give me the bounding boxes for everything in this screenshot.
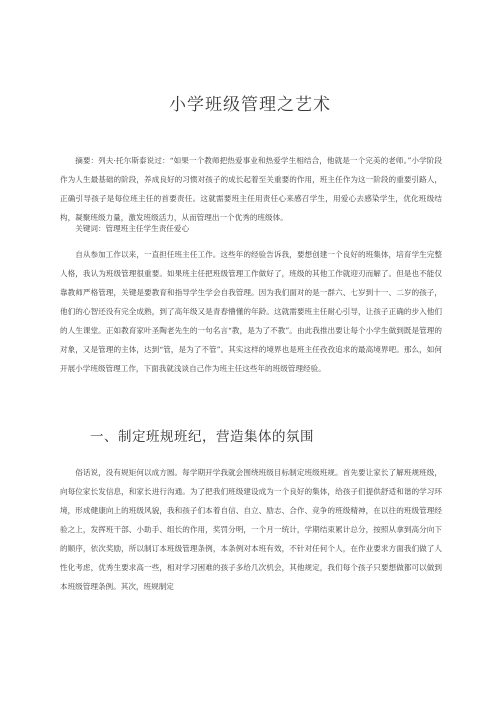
abstract-paragraph: 摘要：列夫·托尔斯泰说过：“如果一个教师把热爱事业和热爱学生相结合，他就是一个完美的老师。”小学阶段作为人生最基础的阶段，养成良好的习惯对孩子的成长起着至关重要的作用，班主任作为这一阶段的重要引路人，正确引导孩子是每位班主任的首要责任。这就需要班主任用责任心来感召学生，用爱心去感染学生，优化班级结构，凝聚班级力量，激发班级活力，从而管理出一个优秀的班级体。: [60, 156, 442, 222]
keywords-line: 关键词：管理班主任学生责任爱心: [75, 224, 190, 233]
intro-paragraph: 自从参加工作以来，一直担任班主任工作。这些年的经验告诉我，要想创建一个良好的班集体，培育学生完整人格，我认为班级管理很重要。如果班主任把班级管理工作做好了，班级的其他工作就迎刃而解了。但是也不能仅靠教师严格管理，关键是要教育和指导学生学会自我管理。因为我们面对的是一群六、七岁到十一、二岁的孩子，他们的心智还没有完全成熟，到了高年级又是青春懵懂的年龄。这就需要班主任耐心引导，让孩子正确的步入他们的人生课堂。正如教育家叶圣陶老先生的一句名言“教，是为了不教”。由此我推出要让每个小学生做到既是管理的对象，又是管理的主体，达到“管，是为了不管”。其实这样的境界也是班主任孜孜追求的最高境界吧。那么，如何开展小学班级管理工作，下面我就浅谈自己作为班主任这些年的班级管理经验。: [60, 250, 442, 373]
section-body-paragraph: 俗话说，没有规矩何以成方圆。每学期开学我就会围绕班级目标制定班级班规。首先要让家长了解班规班级，向每位家长发信息，和家长进行沟通。为了把我们班级建设成为一个良好的集体，给孩子们提供舒适和谐的学习环境，形成健康向上的班级风貌，我和孩子们本着自信、自立、励志、合作、竞争的班级精神，在以往的班级管理经验之上，发挥班干部、小助手、组长的作用，奖罚分明，一个月一统计，学期结束累计总分，按照从拿到高分向下的顺序，依次奖励，所以制订本班级管理条例，本条例对本班有效，不针对任何个人，在作业要求方面我们做了人性化考虑，优秀生要求高一些，相对学习困难的孩子多给几次机会，其他规定，我们每个孩子只要想做都可以做到本班级管理条例。其次，班规制定: [60, 468, 442, 591]
section-heading: 一、制定班规班纪，营造集体的氛围: [90, 429, 314, 445]
document-title: 小学班级管理之艺术: [169, 95, 331, 115]
